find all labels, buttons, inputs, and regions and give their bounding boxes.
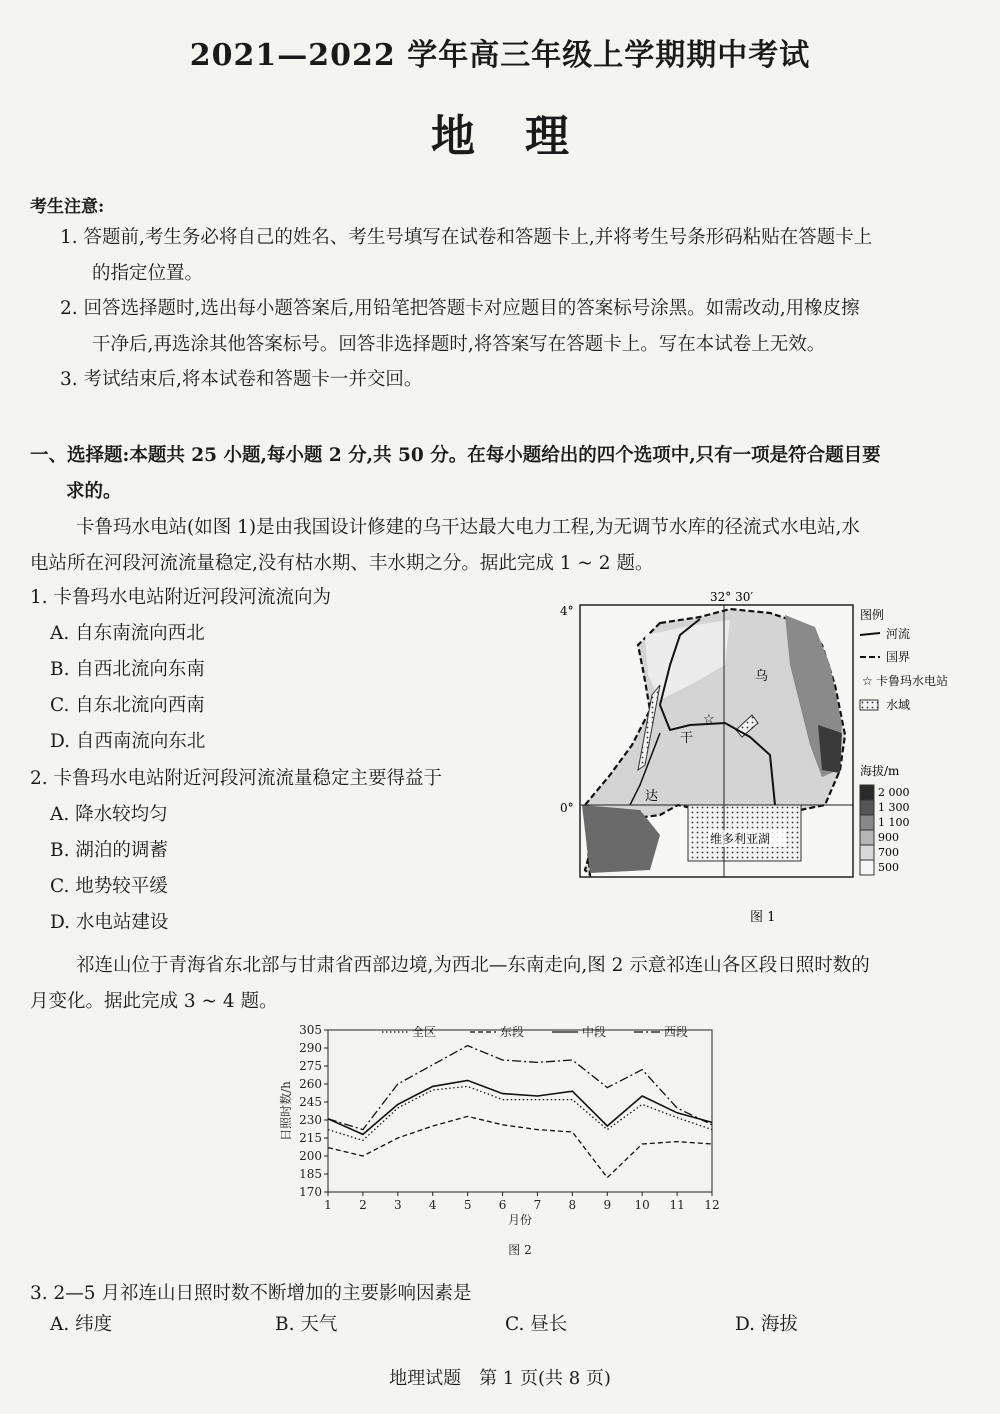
section-heading-line: 一、选择题:本题共 25 小题,每小题 2 分,共 50 分。在每小题给出的四个选项中,只有一项是符合题目要	[30, 445, 881, 466]
legend-item: 卡鲁玛水电站	[876, 674, 949, 688]
country-char: 干	[680, 731, 694, 746]
series-line-4	[328, 1046, 712, 1130]
figure-caption: 图 2	[508, 1243, 532, 1257]
notice-heading: 考生注意:	[30, 197, 105, 217]
notice-item: 2. 回答选择题时,选出每小题答案后,用铅笔把答题卡对应题目的答案标号涂黑。如需改动,用橡皮擦	[60, 298, 860, 319]
subject-title: 地理	[431, 111, 619, 162]
question-2	[30, 761, 550, 941]
legend-item: 国界	[886, 650, 911, 664]
notice-item: 1. 答题前,考生务必将自己的姓名、考生号填写在试卷和答题卡上,并将考生号条形码粘贴在答题卡上	[60, 227, 873, 248]
y-tick-label: 275	[299, 1059, 322, 1073]
elev-level: 1 100	[878, 816, 910, 829]
passage-1	[30, 510, 980, 581]
notice-item: 的指定位置。	[92, 262, 204, 284]
y-tick-label: 185	[299, 1167, 322, 1181]
passage-2	[30, 948, 980, 1019]
elev-level: 1 300	[878, 801, 910, 814]
legend-river-symbol	[860, 633, 880, 635]
x-tick-label: 8	[568, 1198, 577, 1212]
passage-line: 电站所在河段河流流量稳定,没有枯水期、丰水期之分。据此完成 1 ~ 2 题。	[30, 552, 654, 574]
notice-item: 3. 考试结束后,将本试卷和答题卡一并交回。	[60, 369, 423, 390]
y-tick-label: 290	[299, 1041, 322, 1055]
answer-option[interactable]: C. 地势较平缓	[50, 876, 168, 897]
y-tick-label: 200	[299, 1149, 322, 1163]
lake-label: 维多利亚湖	[710, 832, 771, 846]
x-tick-label: 10	[634, 1198, 650, 1212]
x-tick-label: 1	[324, 1198, 332, 1212]
legend-title: 图例	[860, 608, 885, 622]
y-tick-label: 245	[299, 1095, 322, 1109]
series-line-3	[328, 1080, 712, 1134]
plot-frame	[328, 1030, 712, 1192]
notice-item: 干净后,再选涂其他答案标号。回答非选择题时,将答案写在答题卡上。写在本试卷上无效。	[92, 333, 826, 355]
country-char: 达	[645, 789, 659, 804]
answer-option[interactable]: B. 湖泊的调蓄	[50, 840, 168, 861]
x-tick-label: 3	[393, 1198, 402, 1212]
y-tick-label: 260	[299, 1077, 322, 1091]
y-tick-label: 305	[299, 1023, 322, 1037]
legend-water-symbol	[860, 700, 878, 710]
x-tick-label: 2	[359, 1198, 367, 1212]
answer-option[interactable]: D. 自西南流向东北	[50, 731, 206, 752]
legend-label: 全区	[412, 1025, 437, 1039]
elev-level: 500	[878, 861, 899, 874]
answer-option[interactable]: C. 自东北流向西南	[50, 695, 205, 716]
elev-title: 海拔/m	[860, 764, 900, 778]
question-3-stem: 3. 2—5 月祁连山日照时数不断增加的主要影响因素是	[30, 1283, 472, 1304]
answer-option[interactable]: A. 纬度	[50, 1314, 113, 1335]
figure-caption: 图 1	[750, 910, 776, 925]
page-footer: 地理试题 第 1 页(共 8 页)	[389, 1368, 611, 1389]
legend-label: 中段	[582, 1025, 607, 1039]
passage-line: 月变化。据此完成 3 ~ 4 题。	[30, 990, 278, 1012]
x-tick-label: 12	[704, 1198, 720, 1212]
x-tick-label: 6	[498, 1198, 507, 1212]
elev-level: 900	[878, 831, 899, 844]
x-tick-label: 5	[463, 1198, 472, 1212]
elev-level: 700	[878, 846, 899, 859]
legend-item: 水域	[886, 698, 911, 712]
section-heading	[30, 438, 980, 510]
series-line-2	[328, 1116, 712, 1177]
y-tick-label: 230	[299, 1113, 322, 1127]
passage-line: 卡鲁玛水电站(如图 1)是由我国设计修建的乌干达最大电力工程,为无调节水库的径流式水电站,水	[76, 517, 860, 538]
x-tick-label: 7	[533, 1198, 542, 1212]
question-stem: 2. 卡鲁玛水电站附近河段河流流量稳定主要得益于	[30, 768, 443, 789]
lon-label: 32° 30′	[710, 590, 754, 604]
legend-item: 河流	[886, 627, 911, 641]
station-icon: ☆	[703, 712, 715, 727]
elev-level: 2 000	[878, 786, 910, 799]
question-stem: 1. 卡鲁玛水电站附近河段河流流向为	[30, 587, 332, 608]
notice-list	[30, 220, 980, 398]
uganda-map	[560, 590, 985, 925]
x-tick-label: 4	[428, 1198, 437, 1212]
passage-line: 祁连山位于青海省东北部与甘肃省西部边境,为西北—东南走向,图 2 示意祁连山各区段日照时数的	[76, 955, 870, 976]
country-char: 乌	[755, 669, 769, 684]
exam-title: 2021—2022 学年高三年级上学期期中考试	[189, 38, 811, 73]
legend-label: 西段	[664, 1025, 689, 1039]
y-axis-label: 日照时数/h	[279, 1081, 293, 1141]
answer-option[interactable]: C. 昼长	[505, 1314, 568, 1335]
x-axis-label: 月份	[507, 1213, 533, 1227]
section-heading-line: 求的。	[66, 481, 122, 502]
lat-label-0: 0°	[560, 801, 574, 815]
answer-option[interactable]: D. 水电站建设	[50, 912, 169, 933]
figure-2-chart	[270, 1018, 740, 1268]
answer-option[interactable]: A. 降水较均匀	[50, 804, 168, 825]
y-tick-label: 215	[299, 1131, 322, 1145]
sunshine-chart	[270, 1018, 740, 1268]
legend-station-icon: ☆	[862, 674, 873, 688]
answer-option[interactable]: B. 自西北流向东南	[50, 659, 205, 680]
answer-option[interactable]: A. 自东南流向西北	[50, 623, 205, 644]
legend-label: 东段	[500, 1025, 525, 1039]
lat-label-4: 4°	[560, 604, 574, 618]
x-tick-label: 11	[669, 1198, 685, 1212]
figure-1-map	[560, 590, 985, 925]
answer-option[interactable]: D. 海拔	[735, 1314, 798, 1335]
question-1	[30, 580, 550, 760]
x-tick-label: 9	[603, 1198, 612, 1212]
answer-option[interactable]: B. 天气	[275, 1314, 338, 1335]
y-tick-label: 170	[299, 1185, 322, 1199]
